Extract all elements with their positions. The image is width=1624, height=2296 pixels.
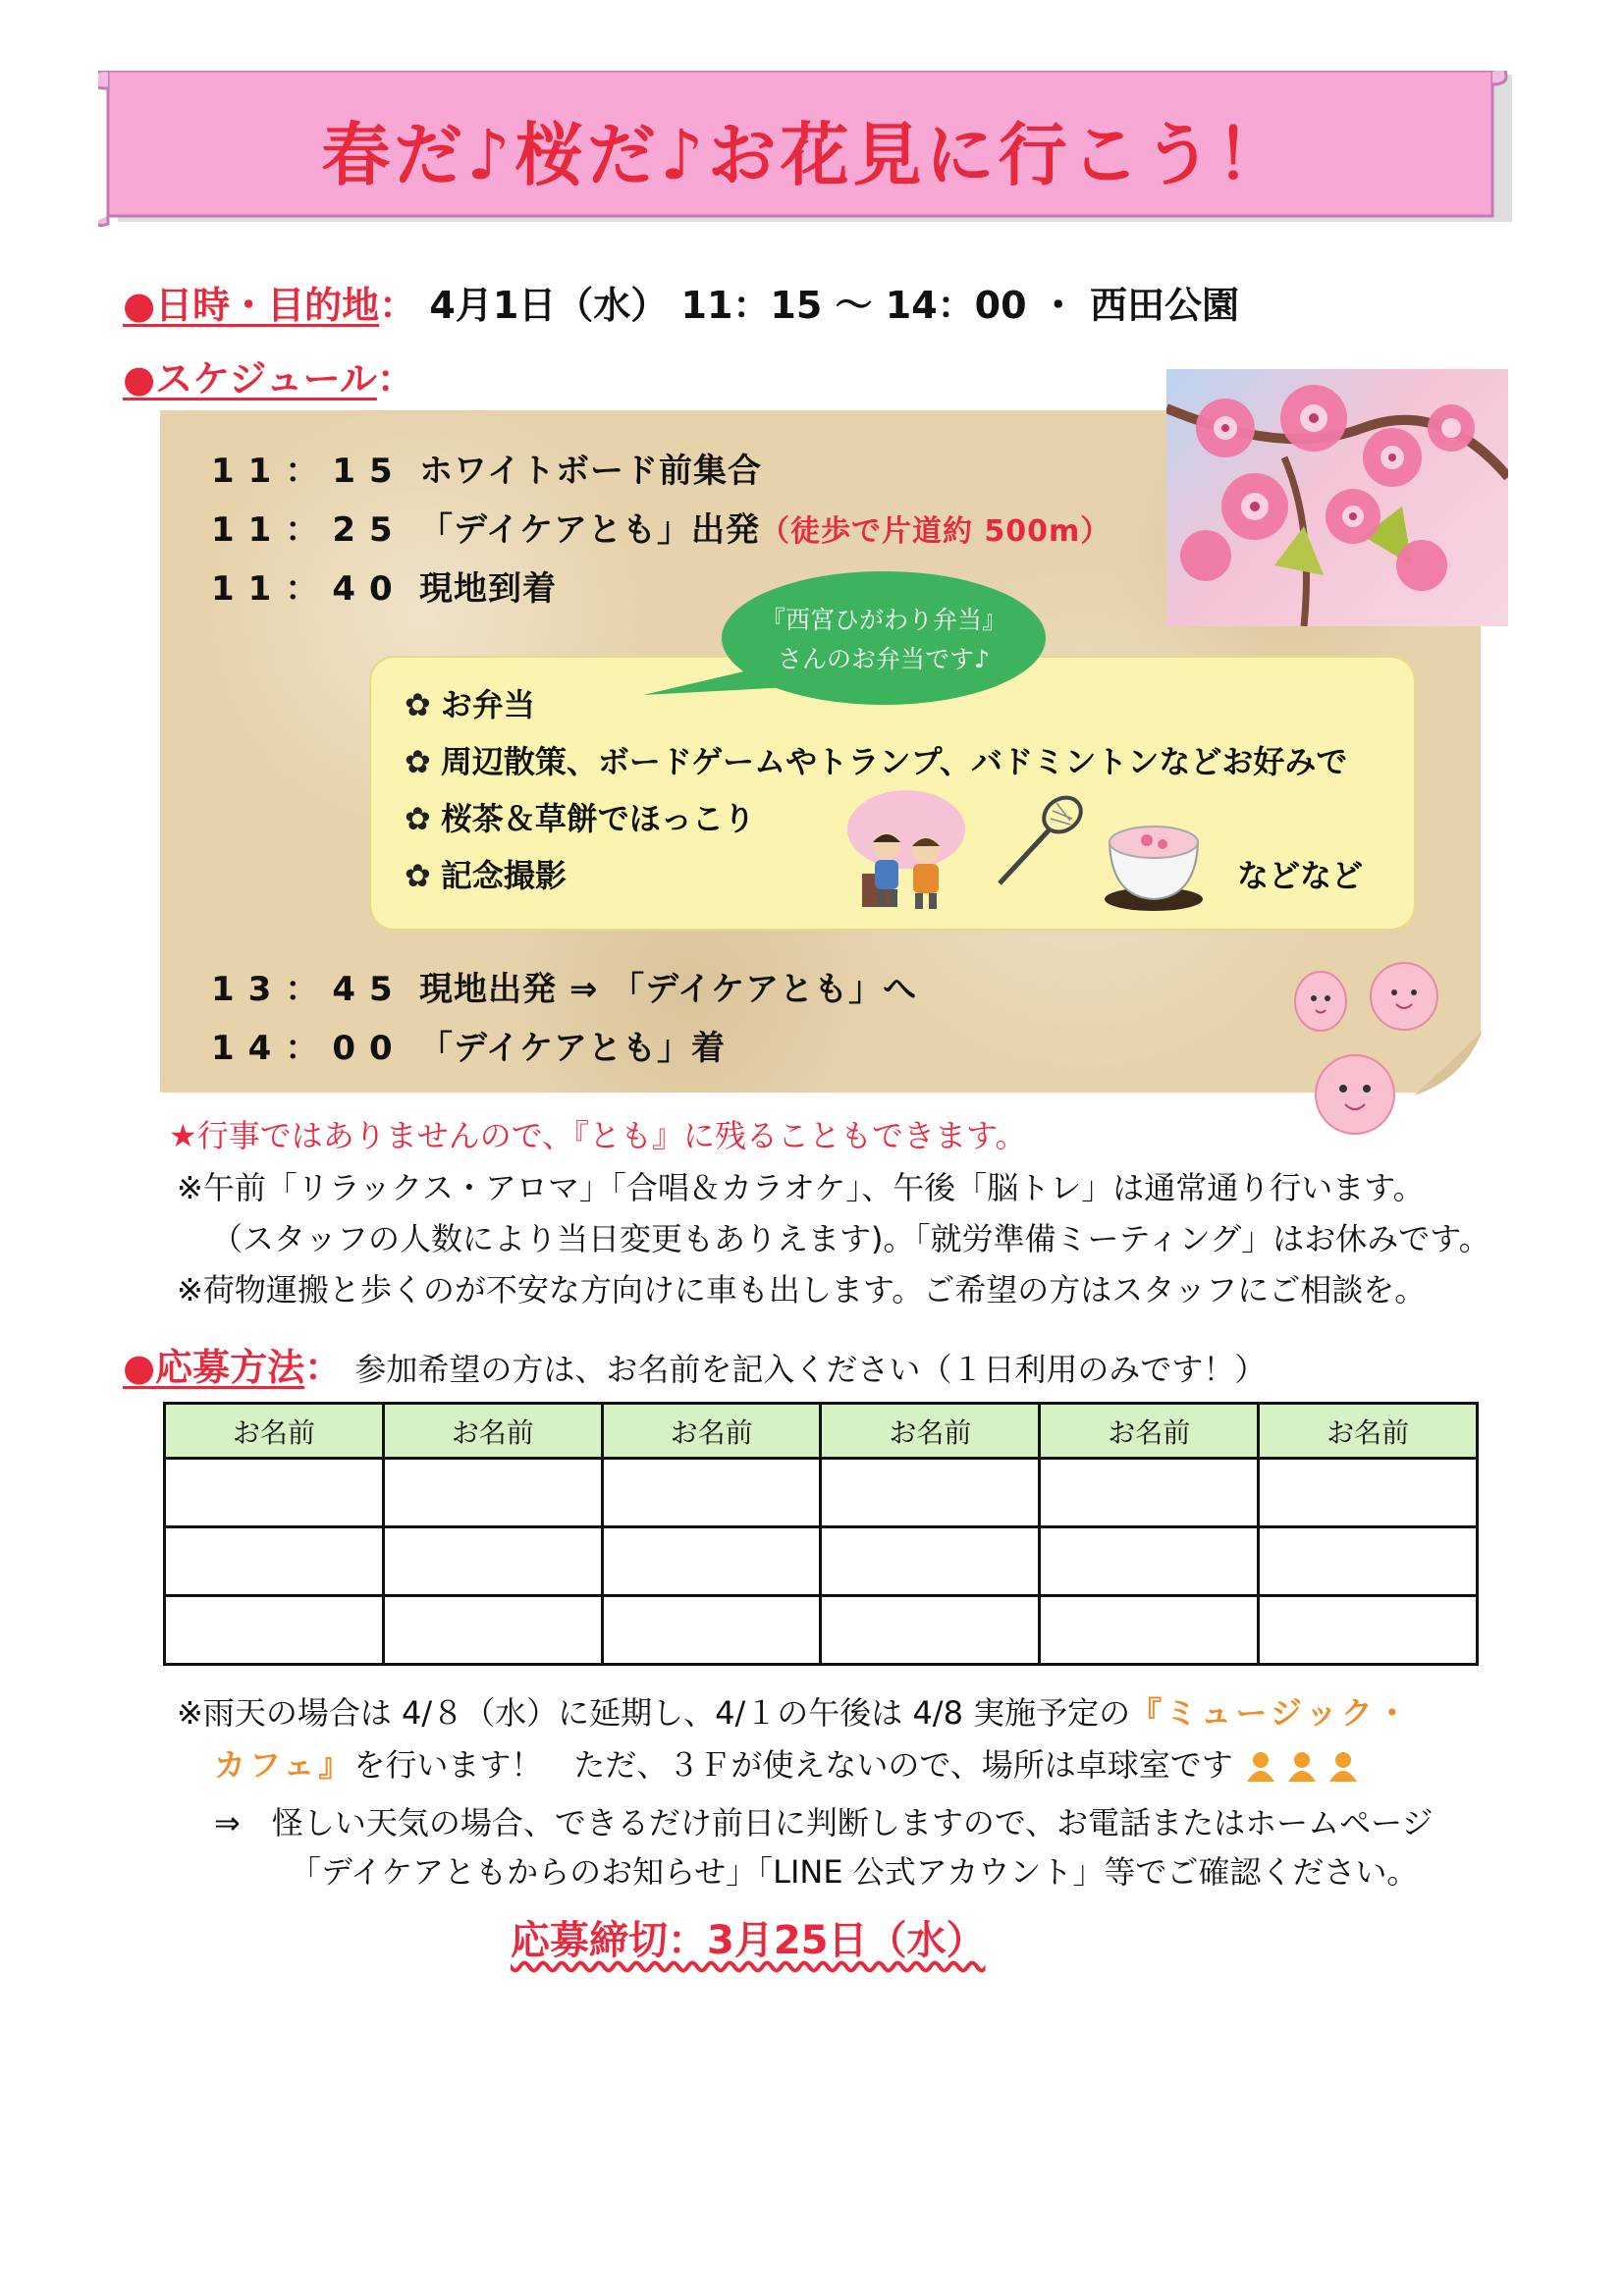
rain-event-name: 『ミュージック・	[1130, 1694, 1412, 1732]
schedule-time: 13：45	[211, 970, 406, 1009]
note-line-3: ※荷物運搬と歩くのが不安な方向けに車も出します。ご希望の方はスタッフにご相談を。	[177, 1271, 1427, 1308]
name-cell[interactable]	[165, 1596, 384, 1665]
name-cell[interactable]	[821, 1596, 1040, 1665]
name-cell[interactable]	[1259, 1527, 1478, 1596]
name-cell[interactable]	[821, 1459, 1040, 1527]
rain-line-1	[177, 1688, 1412, 1734]
name-cell[interactable]	[165, 1459, 384, 1527]
activity-label: お弁当	[440, 686, 535, 723]
name-cell[interactable]	[1040, 1596, 1259, 1665]
badminton-racket-icon	[994, 791, 1088, 889]
activity-item	[405, 737, 1347, 782]
activity-item	[405, 794, 755, 839]
schedule-row-5	[211, 1021, 726, 1069]
datetime-colon: ：	[379, 284, 417, 327]
schedule-row-4	[211, 962, 917, 1010]
table-row	[165, 1459, 1478, 1527]
schedule-time: 14：00	[211, 1029, 406, 1068]
apply-heading	[123, 1337, 1266, 1391]
table-header-name: お名前	[1040, 1404, 1259, 1459]
table-header-name: お名前	[821, 1404, 1040, 1459]
name-cell[interactable]	[1259, 1459, 1478, 1527]
table-row	[165, 1596, 1478, 1665]
note-line-2: （スタッフの人数により当日変更もありえます)。「就労準備ミーティング」はお休みです。	[211, 1220, 1490, 1257]
flower-icon: ✿	[405, 686, 431, 723]
name-cell[interactable]	[383, 1527, 602, 1596]
people-icon	[1243, 1750, 1361, 1784]
schedule-text: 現地出発 ⇒ 「デイケアとも」へ	[419, 970, 918, 1009]
schedule-heading-colon: ：	[376, 357, 414, 400]
schedule-text: ホワイトボード前集合	[419, 452, 762, 491]
name-cell[interactable]	[165, 1527, 384, 1596]
activity-label: 記念撮影	[440, 857, 567, 894]
schedule-time: 11：40	[211, 569, 406, 609]
datetime-line	[123, 275, 1239, 329]
schedule-text: 「デイケアとも」着	[419, 1029, 726, 1068]
activity-item	[405, 680, 535, 725]
flower-icon: ✿	[405, 743, 431, 780]
name-cell[interactable]	[602, 1459, 821, 1527]
page-title: 春だ♪桜だ♪お花見に行こう！	[321, 115, 1289, 195]
schedule-text: 現地到着	[419, 569, 557, 609]
name-cell[interactable]	[383, 1596, 602, 1665]
entry-table	[163, 1402, 1479, 1666]
table-header-name: お名前	[602, 1404, 821, 1459]
name-cell[interactable]	[821, 1527, 1040, 1596]
apply-text: 参加希望の方は、お名前を記入ください（１日利用のみです！）	[354, 1351, 1267, 1388]
name-cell[interactable]	[383, 1459, 602, 1527]
name-cell[interactable]	[602, 1596, 821, 1665]
schedule-text: 「デイケアとも」出発	[419, 510, 760, 550]
rain-line-1-text: ※雨天の場合は 4/８（水）に延期し、4/１の午後は 4/8 実施予定の	[177, 1694, 1131, 1732]
sakura-mascots-icon	[1286, 957, 1463, 1144]
schedule-row-2	[211, 503, 1110, 551]
cherry-blossom-photo	[1166, 369, 1508, 626]
rain-line-4: 「デイケアともからのお知らせ」「LINE 公式アカウント」等でご確認ください。	[290, 1853, 1419, 1891]
schedule-heading-label: ●スケジュール	[123, 357, 377, 400]
cherry-blossom-icon	[1166, 369, 1508, 626]
schedule-note: （徒歩で片道約 500m）	[759, 514, 1111, 549]
table-header-name: お名前	[383, 1404, 602, 1459]
bubble-line-2: さんのお弁当です♪	[778, 645, 990, 673]
name-cell[interactable]	[602, 1527, 821, 1596]
rain-line-2	[214, 1740, 1361, 1786]
rain-line-3: ⇒ 怪しい天気の場合、できるだけ前日に判断しますので、お電話またはホームページ	[214, 1804, 1434, 1842]
schedule-row-1	[211, 444, 762, 492]
name-cell[interactable]	[1040, 1527, 1259, 1596]
flower-icon: ✿	[405, 857, 431, 894]
apply-colon: ：	[304, 1346, 343, 1389]
note-star: ★行事ではありませんので、『とも』に残ることもできます。	[169, 1117, 1027, 1154]
table-header-row	[165, 1404, 1478, 1459]
apply-label: ●応募方法	[123, 1346, 305, 1389]
datetime-value: 4月1日（水） 11：15 ～ 14：00 ・ 西田公園	[429, 284, 1239, 327]
bubble-line-1: 『西宮ひがわり弁当』	[760, 606, 1006, 634]
schedule-row-3	[211, 561, 557, 610]
datetime-label: ●日時・目的地	[123, 284, 380, 327]
activity-label: 桜茶＆草餅でほっこり	[440, 800, 755, 837]
schedule-heading	[123, 348, 414, 402]
table-row	[165, 1527, 1478, 1596]
activity-etc: などなど	[1237, 857, 1364, 894]
note-line-1: ※午前「リラックス・アロマ」「合唱＆カラオケ」、午後「脳トレ」は通常通り行います。	[177, 1169, 1425, 1206]
sakura-tea-cup-icon	[1100, 813, 1208, 913]
deadline: 応募締切：3月25日（水）	[511, 1918, 986, 1963]
activity-label: 周辺散策、ボードゲームやトランプ、バドミントンなどお好みで	[440, 743, 1348, 780]
rain-event-name-cont: カフェ』	[214, 1746, 354, 1784]
flower-icon: ✿	[405, 800, 431, 837]
schedule-time: 11：25	[211, 510, 406, 550]
table-header-name: お名前	[165, 1404, 384, 1459]
activity-item	[405, 851, 567, 896]
rain-line-2-text: を行います！ ただ、３Ｆが使えないので、場所は卓球室です	[353, 1746, 1233, 1784]
hikers-illustration-icon	[842, 785, 970, 913]
table-header-name: お名前	[1259, 1404, 1478, 1459]
name-cell[interactable]	[1259, 1596, 1478, 1665]
schedule-time: 11：15	[211, 452, 406, 491]
name-cell[interactable]	[1040, 1459, 1259, 1527]
